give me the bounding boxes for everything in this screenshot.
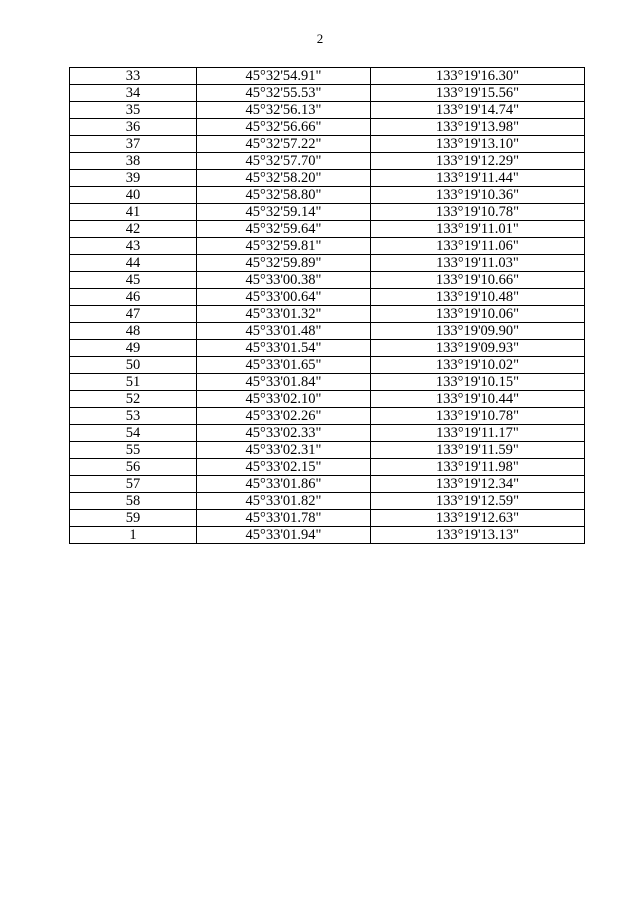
point-number-cell: 46 [70,289,197,306]
latitude-cell: 45°32'56.66" [197,119,371,136]
latitude-cell: 45°32'59.14" [197,204,371,221]
point-number-cell: 40 [70,187,197,204]
longitude-cell: 133°19'10.15" [371,374,585,391]
longitude-cell: 133°19'10.44" [371,391,585,408]
latitude-cell: 45°33'01.84" [197,374,371,391]
latitude-cell: 45°33'01.94" [197,527,371,544]
latitude-cell: 45°32'57.70" [197,153,371,170]
point-number-cell: 34 [70,85,197,102]
table-row [70,306,585,323]
point-number-cell: 41 [70,204,197,221]
latitude-cell: 45°33'01.32" [197,306,371,323]
table-row [70,119,585,136]
point-number-cell: 35 [70,102,197,119]
latitude-cell: 45°32'59.81" [197,238,371,255]
point-number-cell: 45 [70,272,197,289]
longitude-cell: 133°19'14.74" [371,102,585,119]
latitude-cell: 45°33'00.64" [197,289,371,306]
table-row [70,425,585,442]
longitude-cell: 133°19'10.36" [371,187,585,204]
point-number-cell: 44 [70,255,197,272]
table-row [70,221,585,238]
point-number-cell: 39 [70,170,197,187]
longitude-cell: 133°19'12.34" [371,476,585,493]
table-row [70,408,585,425]
table-row [70,289,585,306]
table-row [70,374,585,391]
point-number-cell: 53 [70,408,197,425]
point-number-cell: 49 [70,340,197,357]
table-row [70,527,585,544]
table-row [70,323,585,340]
table-row [70,459,585,476]
table-row [70,68,585,85]
longitude-cell: 133°19'15.56" [371,85,585,102]
point-number-cell: 1 [70,527,197,544]
longitude-cell: 133°19'10.02" [371,357,585,374]
longitude-cell: 133°19'10.48" [371,289,585,306]
coordinates-table [69,67,585,544]
table-row [70,340,585,357]
latitude-cell: 45°32'57.22" [197,136,371,153]
table-row [70,510,585,527]
point-number-cell: 38 [70,153,197,170]
table-row [70,272,585,289]
latitude-cell: 45°32'59.64" [197,221,371,238]
longitude-cell: 133°19'11.98" [371,459,585,476]
point-number-cell: 55 [70,442,197,459]
latitude-cell: 45°32'59.89" [197,255,371,272]
table-row [70,357,585,374]
point-number-cell: 33 [70,68,197,85]
point-number-cell: 36 [70,119,197,136]
longitude-cell: 133°19'10.78" [371,408,585,425]
coordinates-table-body [70,68,585,544]
point-number-cell: 48 [70,323,197,340]
point-number-cell: 58 [70,493,197,510]
point-number-cell: 47 [70,306,197,323]
latitude-cell: 45°33'01.65" [197,357,371,374]
table-row [70,493,585,510]
latitude-cell: 45°32'55.53" [197,85,371,102]
latitude-cell: 45°33'01.48" [197,323,371,340]
longitude-cell: 133°19'09.90" [371,323,585,340]
latitude-cell: 45°32'54.91" [197,68,371,85]
point-number-cell: 54 [70,425,197,442]
point-number-cell: 50 [70,357,197,374]
table-row [70,102,585,119]
longitude-cell: 133°19'11.03" [371,255,585,272]
table-row [70,187,585,204]
point-number-cell: 43 [70,238,197,255]
point-number-cell: 59 [70,510,197,527]
point-number-cell: 37 [70,136,197,153]
latitude-cell: 45°33'02.26" [197,408,371,425]
table-row [70,85,585,102]
table-row [70,153,585,170]
page-number: 2 [316,31,324,46]
longitude-cell: 133°19'09.93" [371,340,585,357]
latitude-cell: 45°33'02.10" [197,391,371,408]
longitude-cell: 133°19'16.30" [371,68,585,85]
point-number-cell: 52 [70,391,197,408]
longitude-cell: 133°19'10.66" [371,272,585,289]
latitude-cell: 45°33'02.31" [197,442,371,459]
table-row [70,255,585,272]
longitude-cell: 133°19'12.63" [371,510,585,527]
longitude-cell: 133°19'13.10" [371,136,585,153]
longitude-cell: 133°19'12.59" [371,493,585,510]
table-row [70,204,585,221]
latitude-cell: 45°33'02.15" [197,459,371,476]
longitude-cell: 133°19'13.98" [371,119,585,136]
table-row [70,391,585,408]
table-row [70,238,585,255]
longitude-cell: 133°19'11.44" [371,170,585,187]
latitude-cell: 45°32'56.13" [197,102,371,119]
latitude-cell: 45°33'01.86" [197,476,371,493]
point-number-cell: 42 [70,221,197,238]
table-row [70,136,585,153]
latitude-cell: 45°32'58.80" [197,187,371,204]
longitude-cell: 133°19'11.17" [371,425,585,442]
point-number-cell: 51 [70,374,197,391]
longitude-cell: 133°19'10.78" [371,204,585,221]
latitude-cell: 45°33'00.38" [197,272,371,289]
latitude-cell: 45°32'58.20" [197,170,371,187]
longitude-cell: 133°19'11.59" [371,442,585,459]
table-row [70,476,585,493]
latitude-cell: 45°33'01.78" [197,510,371,527]
longitude-cell: 133°19'12.29" [371,153,585,170]
table-row [70,170,585,187]
point-number-cell: 56 [70,459,197,476]
longitude-cell: 133°19'10.06" [371,306,585,323]
longitude-cell: 133°19'13.13" [371,527,585,544]
longitude-cell: 133°19'11.01" [371,221,585,238]
latitude-cell: 45°33'01.54" [197,340,371,357]
longitude-cell: 133°19'11.06" [371,238,585,255]
latitude-cell: 45°33'02.33" [197,425,371,442]
table-row [70,442,585,459]
latitude-cell: 45°33'01.82" [197,493,371,510]
point-number-cell: 57 [70,476,197,493]
